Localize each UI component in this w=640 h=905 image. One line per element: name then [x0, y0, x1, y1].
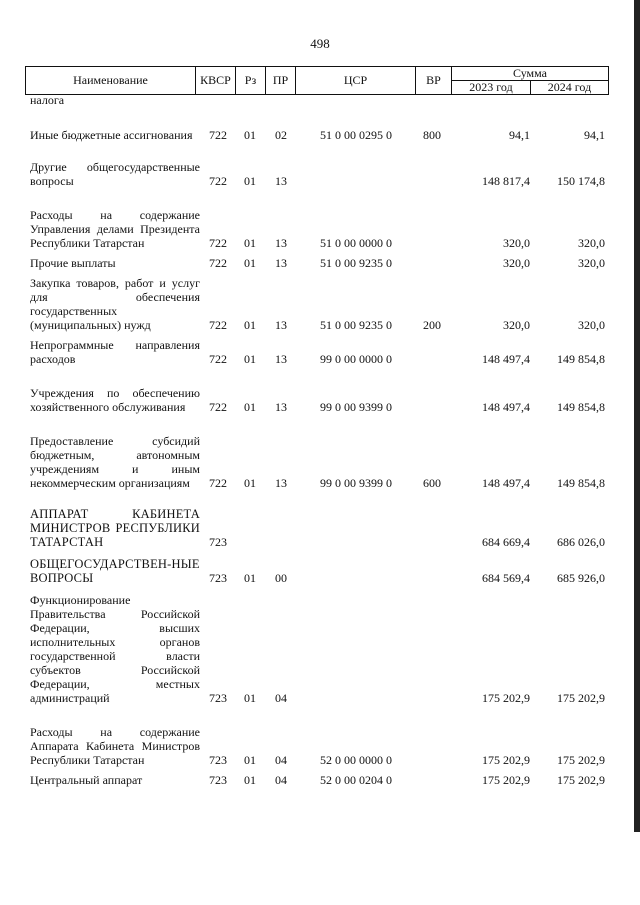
row-kvsr: 723: [209, 773, 227, 787]
header-vr: ВР: [415, 66, 452, 95]
row-csr: 52 0 00 0000 0: [320, 753, 392, 767]
row-amount-2023: 175 202,9: [482, 753, 530, 767]
row-kvsr: 722: [209, 476, 227, 490]
scan-edge: [634, 0, 640, 832]
row-amount-2024: 94,1: [584, 128, 605, 142]
row-kvsr: 722: [209, 174, 227, 188]
row-amount-2024: 150 174,8: [557, 174, 605, 188]
row-kvsr: 723: [209, 691, 227, 705]
row-rz: 01: [244, 691, 256, 705]
row-pr: 04: [275, 773, 287, 787]
row-amount-2023: 148 497,4: [482, 400, 530, 414]
row-amount-2023: 684 569,4: [482, 571, 530, 585]
table-row: [25, 773, 609, 787]
row-csr: 99 0 00 0000 0: [320, 352, 392, 366]
row-rz: 01: [244, 256, 256, 270]
row-csr: 51 0 00 9235 0: [320, 256, 392, 270]
row-amount-2024: 149 854,8: [557, 400, 605, 414]
row-csr: 51 0 00 9235 0: [320, 318, 392, 332]
header-2023: 2023 год: [451, 80, 531, 95]
page-number: 498: [310, 36, 330, 51]
row-name: Расходы на содержание Аппарата Кабинета Министров Республики Татарстан: [30, 725, 200, 767]
row-csr: 52 0 00 0204 0: [320, 773, 392, 787]
row-amount-2023: 684 669,4: [482, 535, 530, 549]
row-csr: 51 0 00 0000 0: [320, 236, 392, 250]
row-amount-2024: 149 854,8: [557, 352, 605, 366]
row-amount-2023: 148 497,4: [482, 476, 530, 490]
row-amount-2024: 175 202,9: [557, 691, 605, 705]
row-rz: 01: [244, 400, 256, 414]
row-name: Расходы на содержание Управления делами Президента Республики Татарстан: [30, 208, 200, 250]
table-row: [25, 93, 609, 107]
row-amount-2024: 175 202,9: [557, 773, 605, 787]
row-amount-2023: 148 497,4: [482, 352, 530, 366]
row-kvsr: 722: [209, 236, 227, 250]
row-amount-2024: 175 202,9: [557, 753, 605, 767]
table-header: [25, 66, 609, 95]
row-name: Иные бюджетные ассигнования: [30, 128, 193, 142]
header-name: Наименование: [25, 66, 196, 95]
row-name: АППАРАТ КАБИНЕТА МИНИСТРОВ РЕСПУБЛИКИ ТАТАРСТАН: [30, 507, 200, 549]
row-amount-2023: 175 202,9: [482, 691, 530, 705]
row-amount-2024: 320,0: [578, 236, 605, 250]
row-rz: 01: [244, 174, 256, 188]
row-kvsr: 723: [209, 535, 227, 549]
header-pr: ПР: [265, 66, 296, 95]
row-amount-2024: 149 854,8: [557, 476, 605, 490]
table-row: [25, 194, 609, 250]
row-name: Непрограммные направления расходов: [30, 338, 200, 366]
header-csr: ЦСР: [295, 66, 416, 95]
table-row: [25, 557, 609, 585]
row-csr: 99 0 00 9399 0: [320, 400, 392, 414]
row-pr: 13: [275, 236, 287, 250]
row-csr: 99 0 00 9399 0: [320, 476, 392, 490]
row-name: Предоставление субсидий бюджетным, автономным учреждениям и иным некоммерческим организациям: [30, 434, 200, 490]
row-rz: 01: [244, 753, 256, 767]
row-name: Функционирование Правительства Российской Федерации, высших исполнительных органов государственной власти субъектов Российской Федерации, местных администраций: [30, 593, 200, 705]
row-amount-2023: 94,1: [509, 128, 530, 142]
row-pr: 13: [275, 400, 287, 414]
row-rz: 01: [244, 236, 256, 250]
row-amount-2023: 175 202,9: [482, 773, 530, 787]
row-name: налога: [30, 93, 65, 107]
row-amount-2023: 320,0: [503, 318, 530, 332]
row-rz: 01: [244, 318, 256, 332]
row-pr: 02: [275, 128, 287, 142]
row-pr: 13: [275, 318, 287, 332]
row-kvsr: 722: [209, 318, 227, 332]
row-pr: 04: [275, 691, 287, 705]
table-row: [25, 372, 609, 414]
row-rz: 01: [244, 128, 256, 142]
table-row: [25, 493, 609, 549]
row-name: ОБЩЕГОСУДАРСТВЕН-НЫЕ ВОПРОСЫ: [30, 557, 200, 585]
row-rz: 01: [244, 571, 256, 585]
row-kvsr: 723: [209, 753, 227, 767]
row-amount-2023: 320,0: [503, 256, 530, 270]
row-amount-2023: 320,0: [503, 236, 530, 250]
row-name: Прочие выплаты: [30, 256, 116, 270]
row-vr: 800: [423, 128, 441, 142]
table-row: [25, 338, 609, 366]
row-name: Учреждения по обеспечению хозяйственного обслуживания: [30, 386, 200, 414]
row-kvsr: 722: [209, 352, 227, 366]
row-kvsr: 722: [209, 128, 227, 142]
row-amount-2023: 148 817,4: [482, 174, 530, 188]
row-rz: 01: [244, 352, 256, 366]
row-rz: 01: [244, 773, 256, 787]
table-row: [25, 276, 609, 332]
row-amount-2024: 320,0: [578, 318, 605, 332]
table-row: [25, 146, 609, 188]
row-kvsr: 722: [209, 400, 227, 414]
table-row: [25, 114, 609, 142]
row-rz: 01: [244, 476, 256, 490]
header-kvsr: КВСР: [195, 66, 236, 95]
row-pr: 13: [275, 476, 287, 490]
row-amount-2024: 685 926,0: [557, 571, 605, 585]
header-rz: Рз: [235, 66, 266, 95]
row-kvsr: 722: [209, 256, 227, 270]
row-kvsr: 723: [209, 571, 227, 585]
row-pr: 13: [275, 174, 287, 188]
header-sum: Сумма: [451, 66, 609, 81]
table-row: [25, 593, 609, 705]
row-pr: 13: [275, 352, 287, 366]
table-row: [25, 711, 609, 767]
row-name: Центральный аппарат: [30, 773, 143, 787]
row-amount-2024: 686 026,0: [557, 535, 605, 549]
row-amount-2024: 320,0: [578, 256, 605, 270]
table-row: [25, 256, 609, 270]
row-vr: 200: [423, 318, 441, 332]
header-2024: 2024 год: [530, 80, 609, 95]
table-row: [25, 420, 609, 490]
row-vr: 600: [423, 476, 441, 490]
row-pr: 00: [275, 571, 287, 585]
row-name: Закупка товаров, работ и услуг для обеспечения государственных (муниципальных) нужд: [30, 276, 200, 332]
row-pr: 04: [275, 753, 287, 767]
row-name: Другие общегосударственные вопросы: [30, 160, 200, 188]
row-csr: 51 0 00 0295 0: [320, 128, 392, 142]
row-pr: 13: [275, 256, 287, 270]
